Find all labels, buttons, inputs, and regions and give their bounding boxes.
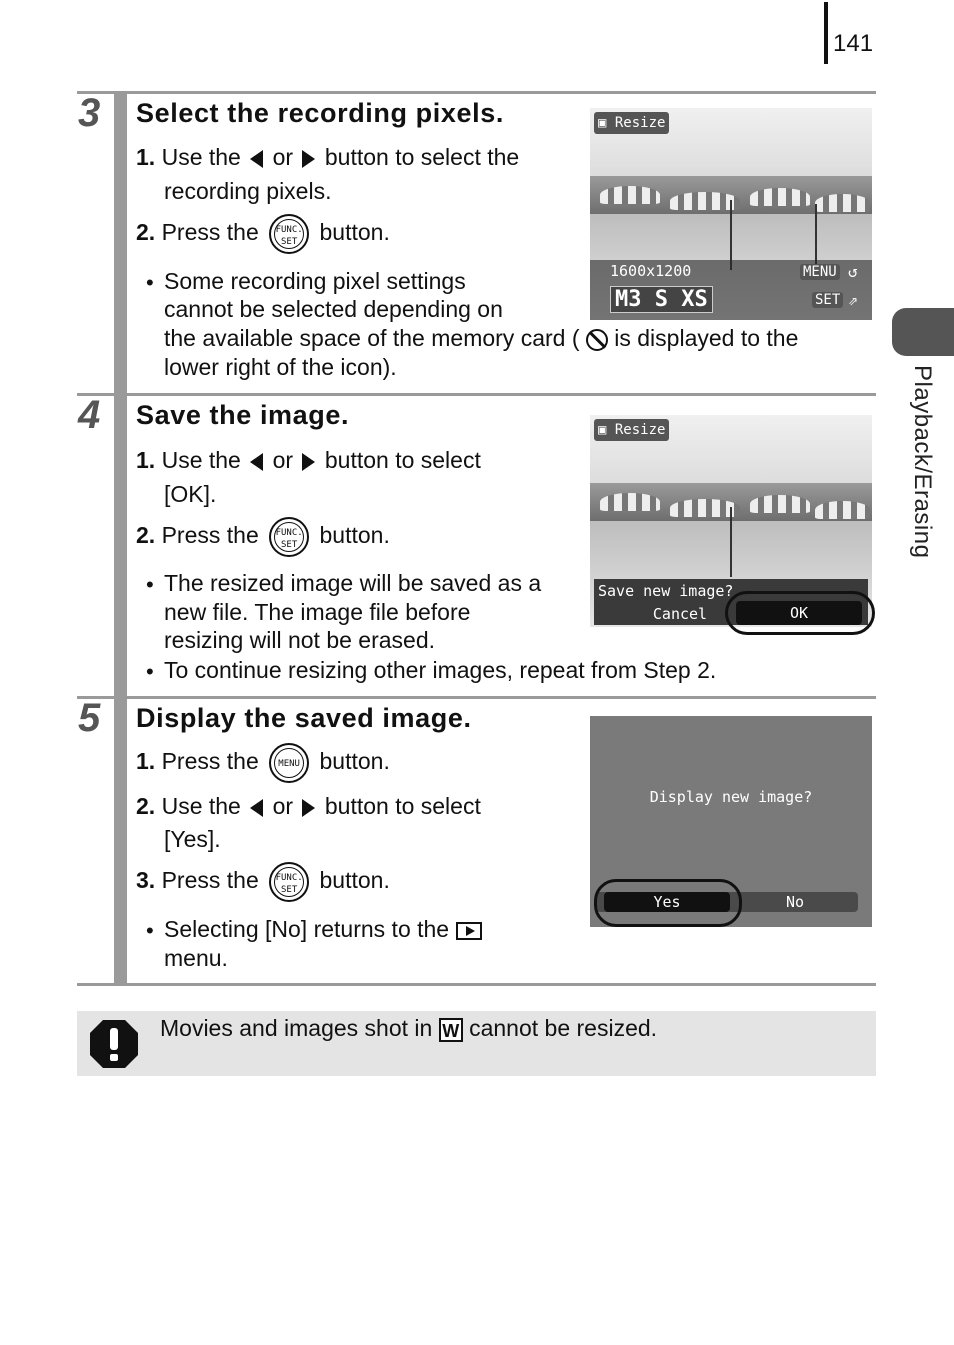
right-arrow-icon [302,453,315,471]
side-tab [892,308,954,356]
item-number: 1. [136,748,156,775]
umbrella-pole [730,507,732,577]
resize-tag [594,112,669,134]
umbrella [750,495,810,513]
step5-number: 5 [78,696,101,740]
item-text: the available space of the memory card ( [164,325,580,351]
step3-bullet-line4: lower right of the icon). [164,354,397,380]
step4-item1-cont: [OK]. [164,481,217,507]
umbrella [750,188,810,206]
umbrella [600,186,660,204]
side-tab-label: Playback/Erasing [909,365,936,559]
separator-bottom [77,983,876,986]
header-rule [824,2,828,64]
step3-number: 3 [78,91,101,135]
prohibited-icon [586,329,608,351]
func-set-button-icon [269,862,309,902]
step5-title: Display the saved image. [136,703,472,733]
step5-bullet-line1 [164,916,482,944]
item-number: 1. [136,447,156,473]
step4-title: Save the image. [136,400,350,430]
item-text: or [272,447,294,473]
wide-mode-icon: W [439,1018,463,1042]
step3-bullet-line3 [164,325,798,353]
bullet-marker: • [146,918,154,943]
step3-bullet-line2: cannot be selected depending on [164,296,503,322]
step3-bar [114,94,127,393]
yes-button[interactable]: Yes [604,892,730,912]
resize-icon: ▣ [598,115,615,131]
step4-bullet1-line1: The resized image will be saved as a [164,570,542,596]
tag-label: Resize [614,115,666,131]
func-set-button-icon [269,214,309,254]
item-text: Use the [161,793,241,819]
separator-step4 [77,393,876,396]
step3-item1-cont: recording pixels. [164,178,332,204]
step5-item3 [136,862,390,902]
item-text: Selecting [No] returns to the [164,916,450,942]
step4-item1 [136,447,481,475]
item-text: Press the [161,748,259,775]
icon-label: SET [280,237,298,247]
separator-top [77,91,876,94]
step5-bullet-line2: menu. [164,945,228,971]
item-text: button to select the [324,144,520,170]
set-label: SET [812,292,843,308]
umbrella [815,501,870,519]
bullet-marker: • [146,659,154,684]
item-text: or [272,144,294,170]
item-text: or [272,793,294,819]
page-number: 141 [833,30,874,57]
icon-label: FUNC. [275,528,303,538]
step4-bullet1-line2: new file. The image file before [164,599,471,625]
item-text: Movies and images shot in [160,1015,433,1041]
umbrella-pole [815,204,817,264]
left-arrow-icon [250,453,263,471]
item-text: button to select [324,447,481,473]
func-set-button-icon [269,517,309,557]
item-text: Use the [161,447,241,473]
item-text: is displayed to the [614,325,799,351]
caution-text [160,1015,657,1043]
icon-label: FUNC. [275,873,303,883]
item-text: button. [319,522,390,549]
resize-icon: ▣ [598,422,615,438]
step5-item1 [136,743,390,783]
step3-bullet-line1: Some recording pixel settings [164,268,466,294]
item-text: Use the [161,144,241,170]
bullet-marker: • [146,270,154,295]
step3-title: Select the recording pixels. [136,98,504,128]
item-text: button. [319,219,390,246]
cancel-button[interactable]: Cancel [652,605,708,623]
left-arrow-icon [250,799,263,817]
step4-bullet2: To continue resizing other images, repeat from Step 2. [164,657,717,683]
icon-label: SET [280,540,298,550]
save-question: Save new image? [598,582,734,600]
item-text: Press the [161,522,259,549]
ok-button[interactable]: OK [736,601,862,625]
step3-item1 [136,144,519,172]
return-icon: ↺ [848,262,858,281]
right-arrow-icon [302,150,315,168]
item-number: 1. [136,144,156,170]
tag-label: Resize [614,422,666,438]
ok-selection-highlight [725,591,875,635]
icon-label: MENU [278,759,300,769]
item-number: 2. [136,522,156,549]
item-number: 3. [136,867,156,894]
separator-step5 [77,696,876,699]
step3-item2 [136,214,390,254]
left-arrow-icon [250,150,263,168]
item-number: 2. [136,793,156,819]
item-text: Press the [161,219,259,246]
resolution-text: 1600x1200 [610,262,692,280]
step5-bar [114,699,127,983]
bullet-marker: • [146,572,154,597]
step5-item2-cont: [Yes]. [164,826,221,852]
playback-icon [456,922,482,940]
right-arrow-icon [302,799,315,817]
item-text: button to select [324,793,481,819]
export-icon: ⇗ [848,290,858,309]
size-options: M3 S XS [610,286,713,313]
resize-tag [594,419,669,441]
item-number: 2. [136,219,156,246]
no-button[interactable]: No [785,893,805,911]
yes-selection-highlight [594,879,742,927]
item-text: button. [319,748,390,775]
step4-bullet1-line3: resizing will not be erased. [164,627,436,653]
item-text: cannot be resized. [469,1015,658,1041]
umbrella [600,493,660,511]
icon-label: SET [280,885,298,895]
icon-label: FUNC. [275,225,303,235]
step4-item2 [136,517,390,557]
item-text: Press the [161,867,259,894]
menu-button-icon [269,743,309,783]
step4-number: 4 [78,393,101,437]
item-text: button. [319,867,390,894]
step4-bar [114,396,127,696]
umbrella [815,194,870,212]
step5-item2 [136,793,481,821]
step3-camera-screen [590,108,872,320]
caution-icon [88,1018,140,1070]
display-question: Display new image? [649,788,813,806]
menu-label: MENU [800,264,840,280]
